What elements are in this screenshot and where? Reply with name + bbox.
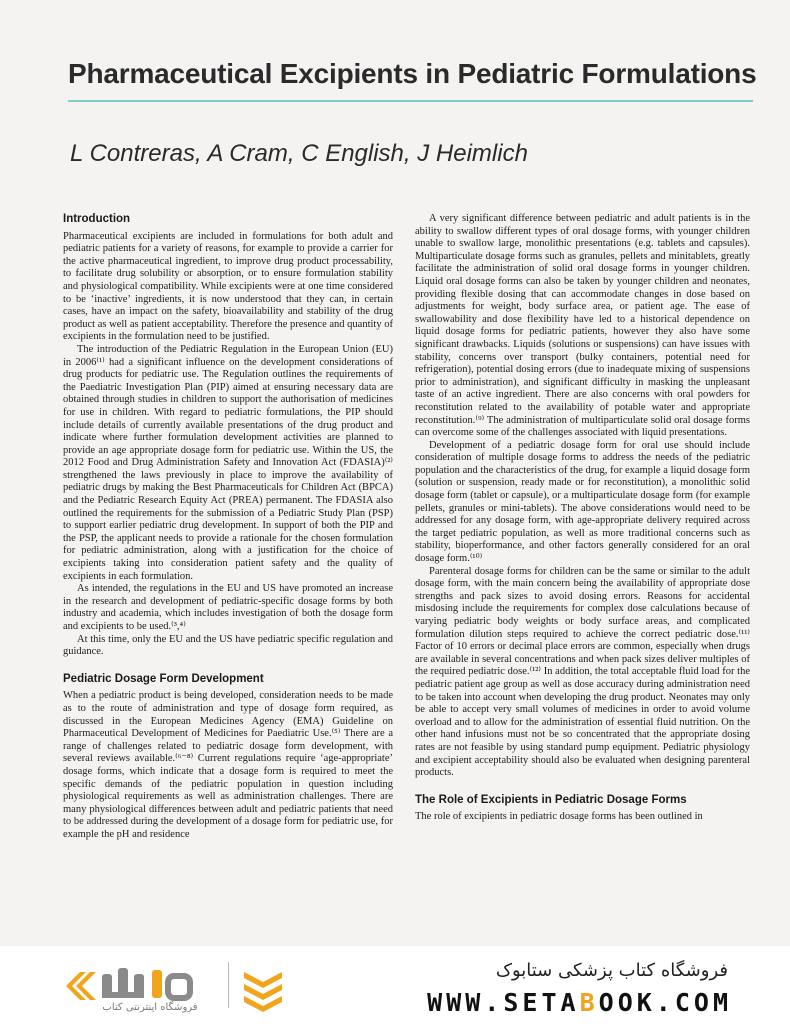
- store-url[interactable]: [427, 988, 732, 1017]
- section-heading-dosage-form-development: Pediatric Dosage Form Development: [63, 672, 264, 685]
- article-authors: L Contreras, A Cram, C English, J Heimlich: [70, 140, 528, 167]
- store-name: فروشگاه کتاب پزشکی ستابوک: [495, 960, 728, 981]
- section-heading-introduction: Introduction: [63, 213, 131, 225]
- article-title: Pharmaceutical Excipients in Pediatric Formulations: [68, 58, 757, 89]
- title-rule: [68, 100, 753, 102]
- chevrons-icon: [238, 962, 288, 1012]
- section-heading-role-of-excipients: The Role of Excipients in Pediatric Dosage Forms: [415, 793, 687, 806]
- paragraph: As intended, the regulations in the EU and US have promoted an increase in the research and development of pediatric-specific dosage forms by both industry and academia, which includes investigation of both the dosage form and excipients to be used.⁽³,⁴⁾: [63, 583, 393, 632]
- logo-subtitle: فروشگاه اینترنتی کتاب: [102, 1002, 198, 1013]
- left-column: [63, 213, 393, 945]
- paragraph: The role of excipients in pediatric dosage forms has been outlined in: [415, 811, 703, 823]
- paragraph: Development of a pediatric dosage form for oral use should include consideration of multiple dosage forms to address the needs of the pediatric population and the characteristics of the drug, for example a liquid dosage form (solution or suspension, ready made or for reconstitution), a monolithic solid dosage form (tablet or capsule), or a multiparticulate dosage form (for example pellets, granules or mini-tablets). The above considerations would need to be addressed for any dosage form, with age-appropriate delivery required across the target pediatric population, as well as more traditional concerns such as stability, bioperformance, and other factors generally considered for an oral dosage form.⁽¹⁰⁾: [415, 439, 750, 565]
- paragraph: At this time, only the EU and the US have pediatric specific regulation and guidance.: [63, 633, 393, 658]
- paragraph: Pharmaceutical excipients are included in formulations for both adult and pediatric patients for a variety of reasons, for example to provide a carrier for the active pharmaceutical ingredient, to improve drug product processability, to facilitate drug solubility or absorption, or to ensure formulation stability and physiological compatibility. While excipients were at one time considered to be ‘inactive’ ingredients, it is now understood that they can, in certain cases, have an impact on the safety, bioavailability and stability of the drug product as well as patient acceptability. Therefore the presence and quantity of excipients in the formulation need to be justified.: [63, 230, 393, 343]
- store-url-part: OOK.COM: [598, 988, 732, 1017]
- watermark-footer: [0, 946, 790, 1024]
- right-column: [415, 213, 750, 945]
- paragraph: A very significant difference between pediatric and adult patients is in the ability to swallow different types of oral dosage forms, with younger children unable to swallow large, monolithic presentations (e.g. tablets and capsules). Multiparticulate dosage forms such as granules, pellets and minitablets, greatly facilitate the administration of solid oral dosage forms in younger children. Liquid oral dosage forms can also be taken by younger children and neonates, providing flexible dosing that can accommodate changes in dose based on adjustments for weight, body surface area, or patient age. The ease of swallowability and dose flexibility have led to a historical dependence on liquid dosage forms for pediatric patients, however they also have some significant drawbacks. Liquids (solutions or suspensions) can have issues with stability, concerns over transport (bulky containers, potential need for refrigeration), potential dosing errors (due to inadequate mixing of suspensions prior to administration), and significant difficulty in masking the unpleasant taste of an active ingredient. There are also concerns with oral powders for reconstitution related to the availability of potable water and appropriate reconstitution.⁽⁹⁾ The administration of multiparticulate solid oral dosage forms can overcome some of the challenges associated with liquid presentations.: [415, 213, 750, 439]
- paragraph: When a pediatric product is being developed, consideration needs to be made as to the route of administration and type of dosage form required, as discussed in the European Medicines Agency (EMA) Guideline on Pharmaceutical Development of Medicines for Paediatric Use.⁽⁵⁾ There are a range of challenges related to pediatric dosage form development, with several reviews available.⁽⁶⁻⁸⁾ Current regulations require ‘age-appropriate’ dosage forms, which indicate that a dosage form is required to meet the specific demands of the pediatric population in question including physiological requirements as well as administration challenges. There are many physiological differences between adult and pediatric patients that need to be addressed during the development of a dosage form for pediatric use, for example the pH and residence: [63, 690, 393, 840]
- store-url-part: WWW.SETA: [427, 988, 580, 1017]
- paragraph: The introduction of the Pediatric Regulation in the European Union (EU) in 2006⁽¹⁾ had a significant influence on the development considerations of drug products for pediatric use. The Regulation outlines the requirements of the Paediatric Investigation Plan (PIP) aimed at ensuring necessary data are obtained through studies in children to support the authorisation of medicines for use in children. With regard to pediatric formulations, the PIP should include details of currently available presentations of the drug product and indicate where further formulation development activities are planned to provide an age appropriate dosage form for pediatric use. Within the US, the 2012 Food and Drug Administration Safety and Innovation Act (FDASIA)⁽²⁾ strengthened the laws previously in place to improve the availability of pediatric drugs by making the Best Pharmaceuticals for Children Act (BPCA) and the Pediatric Research Equity Act (PREA) permanent. The FDASIA also outlined the requirements for the submission of a Pediatric Study Plan (PSP) to support earlier pediatric drug development. In support of both the PIP and the PSP, the applicant needs to provide a rationale for the chosen formulation for pediatric administration, along with a justification for the choice of excipients taking into consideration patient safety and the quality of excipients in each formulation.: [63, 343, 393, 582]
- footer-divider: [228, 962, 229, 1008]
- paragraph: Parenteral dosage forms for children can be the same or similar to the adult dosage form, with the main concern being the availability of appropriate dose strengths and pack sizes to avoid dosing errors. Reasons for accidental misdosing include the requirements for complex dose calculations because of varying pediatric body weights or body surface areas, and complicated formulation dilution steps required to achieve the correct pediatric dose.⁽¹¹⁾ Factor of 10 errors or decimal place errors are common, especially when drugs are available in several concentrations and when pack sizes deliver multiples of the required pediatric dose.⁽¹²⁾ In addition, the total acceptable fluid load for the pediatric patient age group as well as dose accuracy during administration need to be taken into account when developing the drug product. Neonates may only be able to accept very small volumes of medicines in order to avoid volume overload and to allow for the administration of essential fluid nutrition. On the other hand infusions must not be so concentrated that the appropriate dosing rates are not feasible by using standard pump equipment. Pediatric physiology and excipient acceptability should also be evaluated when designing parenteral products.: [415, 565, 750, 779]
- store-url-highlight: B: [579, 988, 599, 1017]
